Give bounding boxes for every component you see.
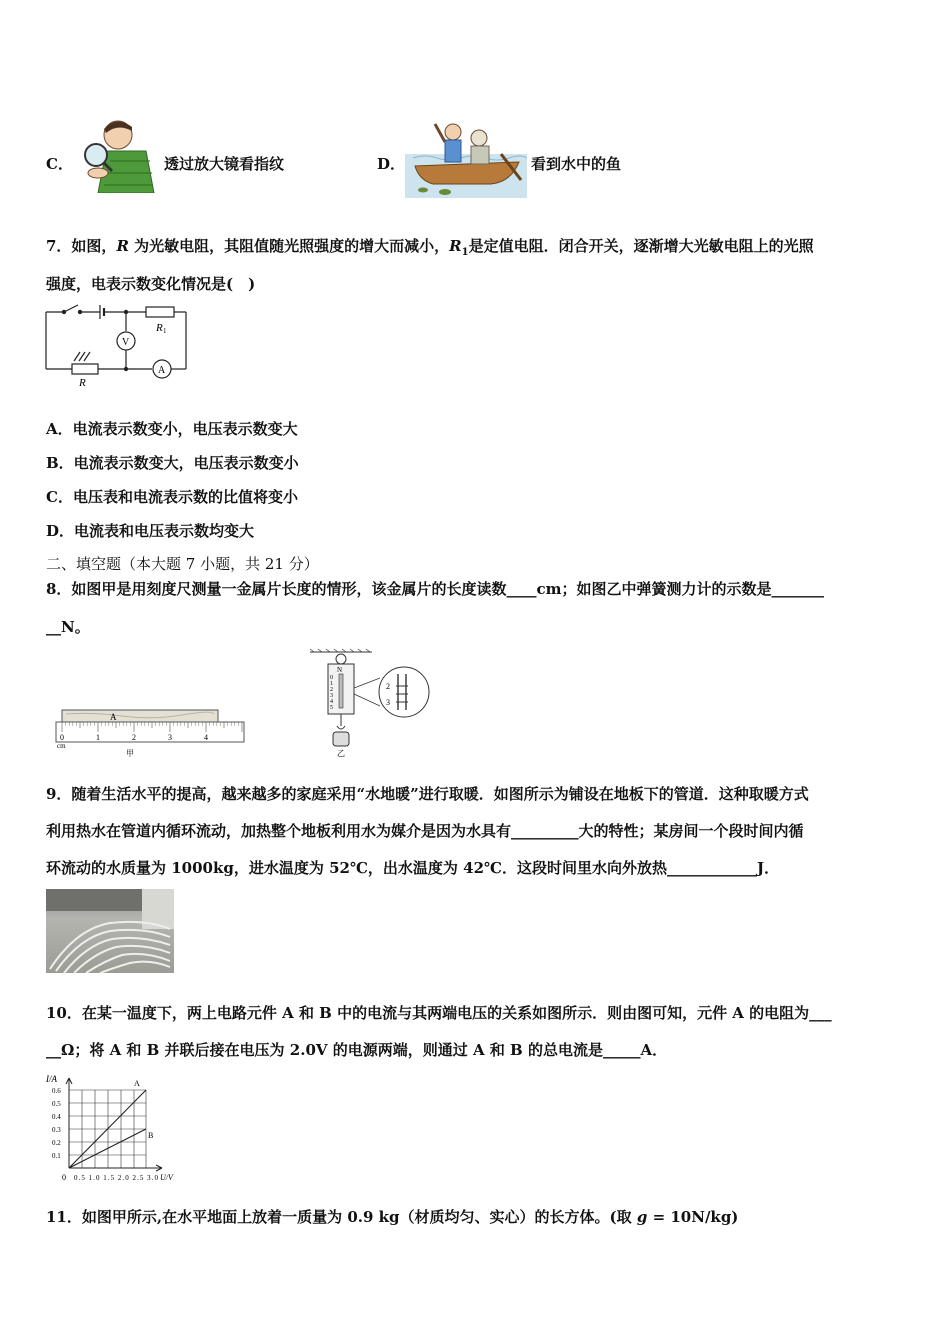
spring-scale-5: 5 <box>330 705 333 711</box>
q8-line2: __N。 <box>46 618 90 636</box>
graph-y-tick-0.3: 0.3 <box>52 1126 61 1134</box>
q8-ruler-figure <box>52 706 248 758</box>
spring-top-label: N <box>337 666 343 674</box>
circuit-r1-sub: 1 <box>163 327 167 335</box>
graph-y-tick-0.2: 0.2 <box>52 1139 61 1147</box>
spring-zoom-3: 3 <box>386 698 390 707</box>
q8-spring-scale-figure <box>306 648 434 760</box>
boat-fishing-illustration <box>405 102 527 198</box>
graph-line-a-label: A <box>134 1079 140 1088</box>
graph-x-ticks: 0.5 1.0 1.5 2.0 2.5 3.0 <box>74 1174 158 1182</box>
q7-line1: 7．如图，R 为光敏电阻，其阻值随光照强度的增大而减小，$R_1$是定值电阻．闭合开关，逐渐增大光敏电阻上的光照 <box>46 237 814 258</box>
q8-line1: 8．如图甲是用刻度尺测量一金属片长度的情形，该金属片的长度读数____cm；如图乙中弹簧测力计的示数是_______ <box>46 580 824 598</box>
circuit-r1-label: R <box>156 322 163 334</box>
graph-y-label: I/A <box>46 1074 57 1084</box>
option-c-text: 透过放大镜看指纹 <box>164 155 285 173</box>
graph-line-b-label: B <box>148 1131 154 1140</box>
q11-line1: 11．如图甲所示,在水平地面上放着一质量为 0.9 kg（材质均匀、实心）的长方体。(取 g = 10N/kg) <box>46 1208 739 1226</box>
ruler-tick-2: 2 <box>132 733 136 742</box>
magnifier-boy-illustration <box>76 115 162 193</box>
graph-y-tick-0.1: 0.1 <box>52 1152 61 1160</box>
option-d-text: 看到水中的鱼 <box>531 155 622 173</box>
q9-line2: 利用热水在管道内循环流动，加热整个地板利用水为媒介是因为水具有_________大的特性；某房间一个段时间内循 <box>46 822 804 840</box>
floor-heating-pipe-photo <box>46 889 174 973</box>
q10-line1: 10．在某一温度下，两上电路元件 A 和 B 中的电流与其两端电压的关系如图所示．则由图可知，元件 A 的电阻为___ <box>46 1004 832 1022</box>
graph-y-tick-0.6: 0.6 <box>52 1087 61 1095</box>
q7-option-d: D．电流表和电压表示数均变大 <box>46 522 255 540</box>
graph-line-b <box>69 1129 146 1168</box>
spring-scale-2: 2 <box>330 687 333 693</box>
q7-option-a: A．电流表示数变小，电压表示数变大 <box>46 420 298 438</box>
q10-line2: __Ω；将 A 和 B 并联后接在电压为 2.0V 的电源两端，则通过 A 和 B 的总电流是_____A． <box>46 1041 668 1059</box>
ruler-caption: 甲 <box>126 749 134 758</box>
graph-y-tick-0.4: 0.4 <box>52 1113 61 1121</box>
q9-line3: 环流动的水质量为 1000kg，进水温度为 52℃，出水温度为 42℃．这段时间里水向外放热____________J． <box>46 859 780 877</box>
spring-zoom-2: 2 <box>386 682 390 691</box>
ruler-tick-0: 0 <box>60 733 64 742</box>
option-c-letter: C． <box>46 155 73 173</box>
ruler-tick-4: 4 <box>204 733 208 742</box>
ruler-tick-3: 3 <box>168 733 172 742</box>
circuit-a-label: A <box>158 365 166 376</box>
ruler-unit-label: cm <box>57 742 66 750</box>
circuit-r-label: R <box>79 377 86 389</box>
spring-caption: 乙 <box>337 749 345 758</box>
q7-circuit-diagram <box>42 300 190 392</box>
section-2-heading: 二、填空题（本大题 7 小题，共 21 分） <box>46 555 319 573</box>
q9-line1: 9．随着生活水平的提高，越来越多的家庭采用“水地暖”进行取暖．如图所示为铺设在地板下的管道．这种取暖方式 <box>46 785 809 803</box>
q7-option-c: C．电压表和电流表示数的比值将变小 <box>46 488 298 506</box>
q7-option-b: B．电流表示数变大，电压表示数变小 <box>46 454 299 472</box>
circuit-v-label: V <box>122 337 130 348</box>
spring-scale-3: 3 <box>330 693 333 699</box>
q7-line2: 强度，电表示数变化情况是( ) <box>46 275 256 293</box>
q10-iu-graph <box>44 1070 180 1184</box>
ruler-block-label: A <box>110 712 117 722</box>
spring-scale-1: 1 <box>330 681 333 687</box>
option-d-letter: D． <box>377 155 406 173</box>
spring-scale-0: 0 <box>330 675 333 681</box>
graph-origin: 0 <box>62 1173 66 1182</box>
ruler-tick-1: 1 <box>96 733 100 742</box>
graph-y-tick-0.5: 0.5 <box>52 1100 61 1108</box>
spring-scale-4: 4 <box>330 699 333 705</box>
graph-x-label: U/V <box>160 1173 173 1182</box>
